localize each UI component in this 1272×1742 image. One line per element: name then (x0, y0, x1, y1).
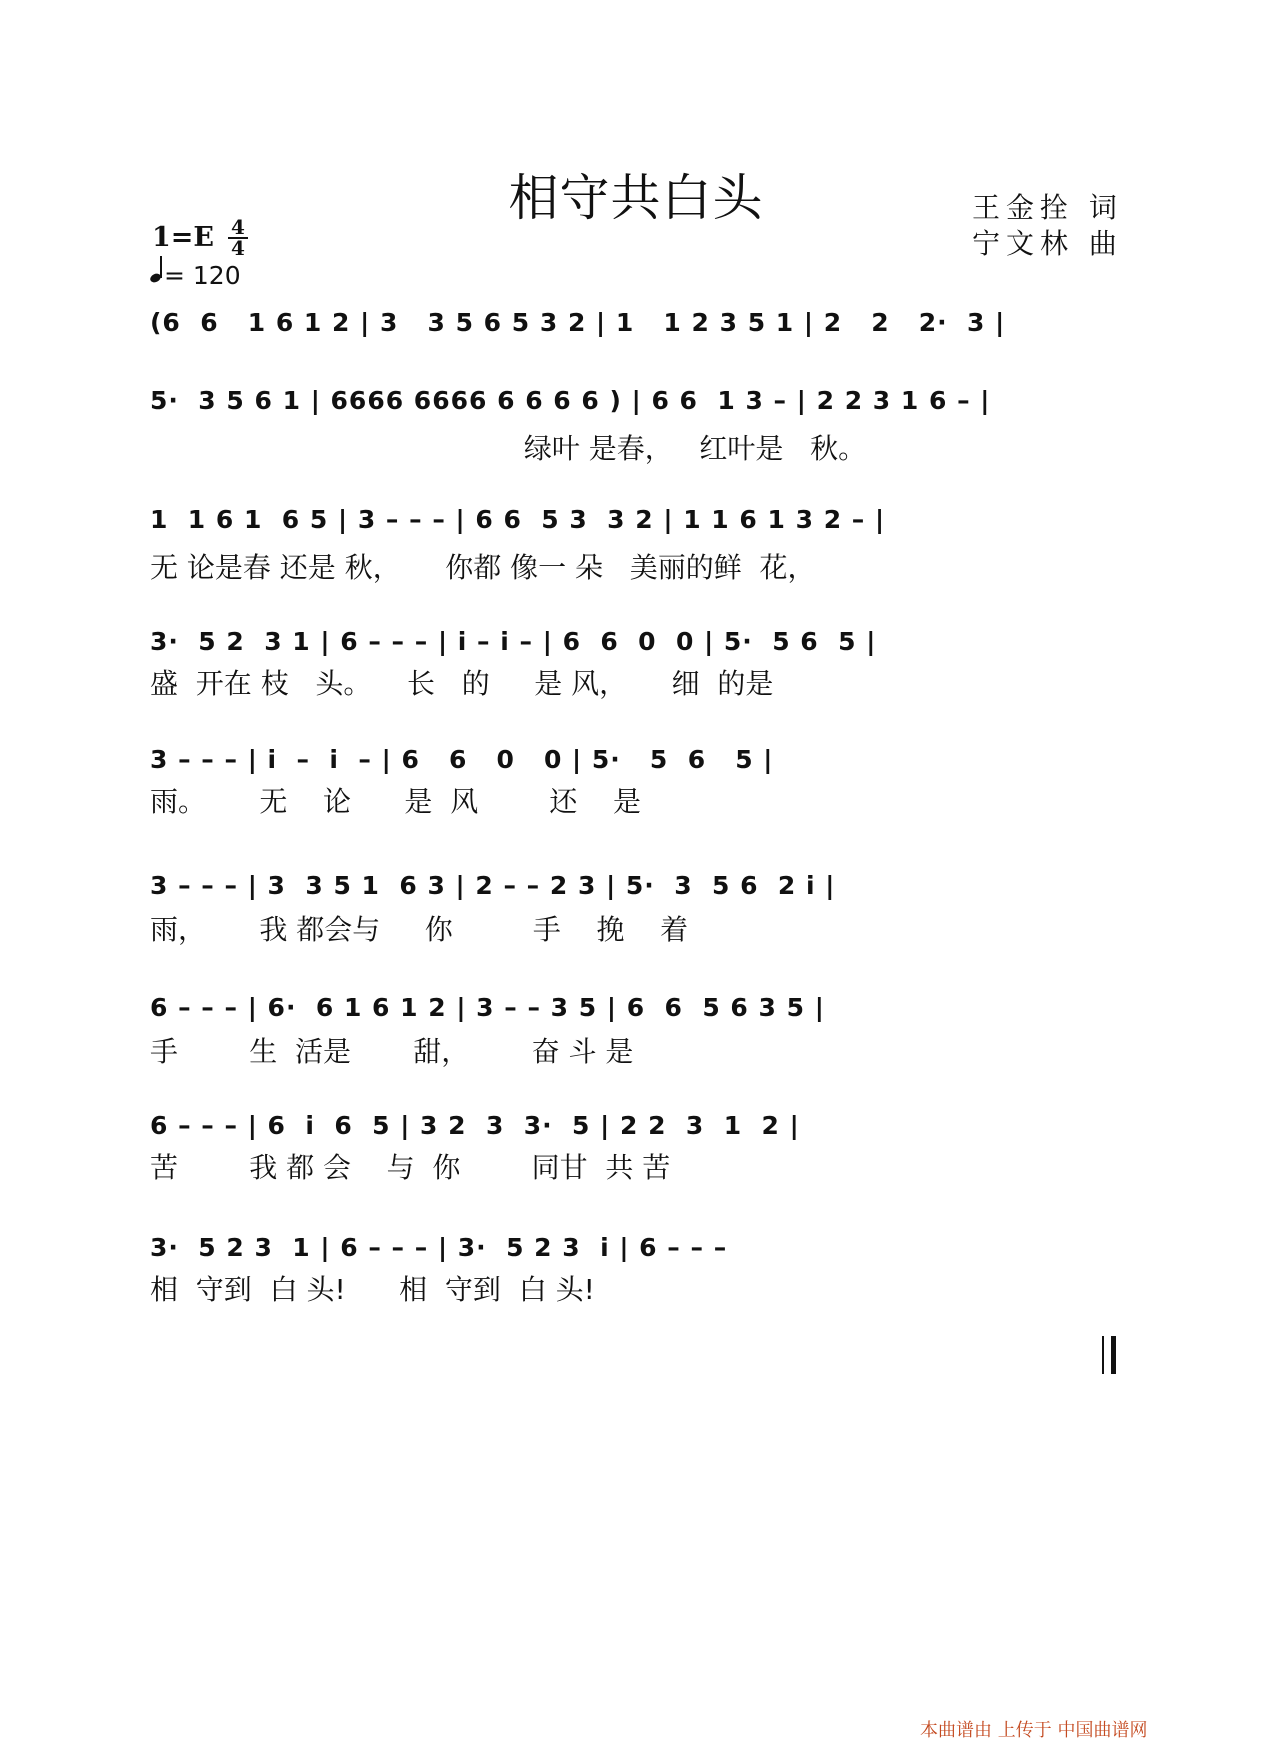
lyrics-line: 相 守到 白 头! 相 守到 白 头! (150, 1273, 595, 1306)
notation-line: 3 – – – | 3 3 5 1 6 3 | 2 – – 2 3 | 5· 3 5 6 2 i | (150, 871, 836, 900)
notation-line: 6 – – – | 6 i 6 5 | 3 2 3 3· 5 | 2 2 3 1 2 | (150, 1111, 800, 1140)
key-signature: 1=E (152, 222, 214, 253)
composer-credit: 宁文林 曲 (972, 227, 1123, 260)
notation-line: 3· 5 2 3 1 | 6 – – – | i – i – | 6 6 0 0 | 5· 5 6 5 | (150, 627, 877, 656)
song-title: 相守共白头 (508, 169, 764, 227)
final-barline (1111, 1336, 1116, 1374)
tempo-value: = 120 (164, 261, 241, 290)
quarter-note-icon (150, 256, 164, 284)
footer-watermark: 本曲谱由 上传于 中国曲谱网 (920, 1720, 1148, 1741)
notation-line: 3· 5 2 3 1 | 6 – – – | 3· 5 2 3 i | 6 – – – (150, 1233, 728, 1262)
notation-line: 5· 3 5 6 1 | 6666 6666 6 6 6 6 ) | 6 6 1 3 – | 2 2 3 1 6 – | (150, 386, 991, 415)
lyrics-line: 雨。 无 论 是 风 还 是 (150, 785, 642, 818)
notation-line: 3 – – – | i – i – | 6 6 0 0 | 5· 5 6 5 | (150, 745, 774, 774)
notation-line: 1 1 6 1 6 5 | 3 – – – | 6 6 5 3 3 2 | 1 1 6 1 3 2 – | (150, 505, 886, 534)
lyrics-line: 手 生 活是 甜， 奋 斗 是 (150, 1035, 634, 1068)
notation-line: 6 – – – | 6· 6 1 6 1 2 | 3 – – 3 5 | 6 6 5 6 3 5 | (150, 993, 825, 1022)
notation-line: (6 6 1 6 1 2 | 3 3 5 6 5 3 2 | 1 1 2 3 5 1 | 2 2 2· 3 | (150, 308, 1006, 337)
tempo-mark (150, 256, 241, 290)
lyrics-line: 盛 开在 枝 头。 长 的 是 风， 细 的是 (150, 667, 774, 700)
lyrics-line: 雨， 我 都会与 你 手 挽 着 (150, 913, 689, 946)
lyrics-line: 绿叶 是春， 红叶是 秋。 (150, 432, 867, 465)
lyricist-credit: 王金拴 词 (972, 191, 1123, 224)
lyrics-line: 无 论是春 还是 秋， 你都 像一 朵 美丽的鲜 花， (150, 551, 816, 584)
time-signature-top: 4 (231, 215, 245, 239)
lyrics-line: 苦 我 都 会 与 你 同甘 共 苦 (150, 1151, 671, 1184)
time-signature (226, 215, 250, 260)
time-signature-bottom: 4 (231, 236, 245, 260)
